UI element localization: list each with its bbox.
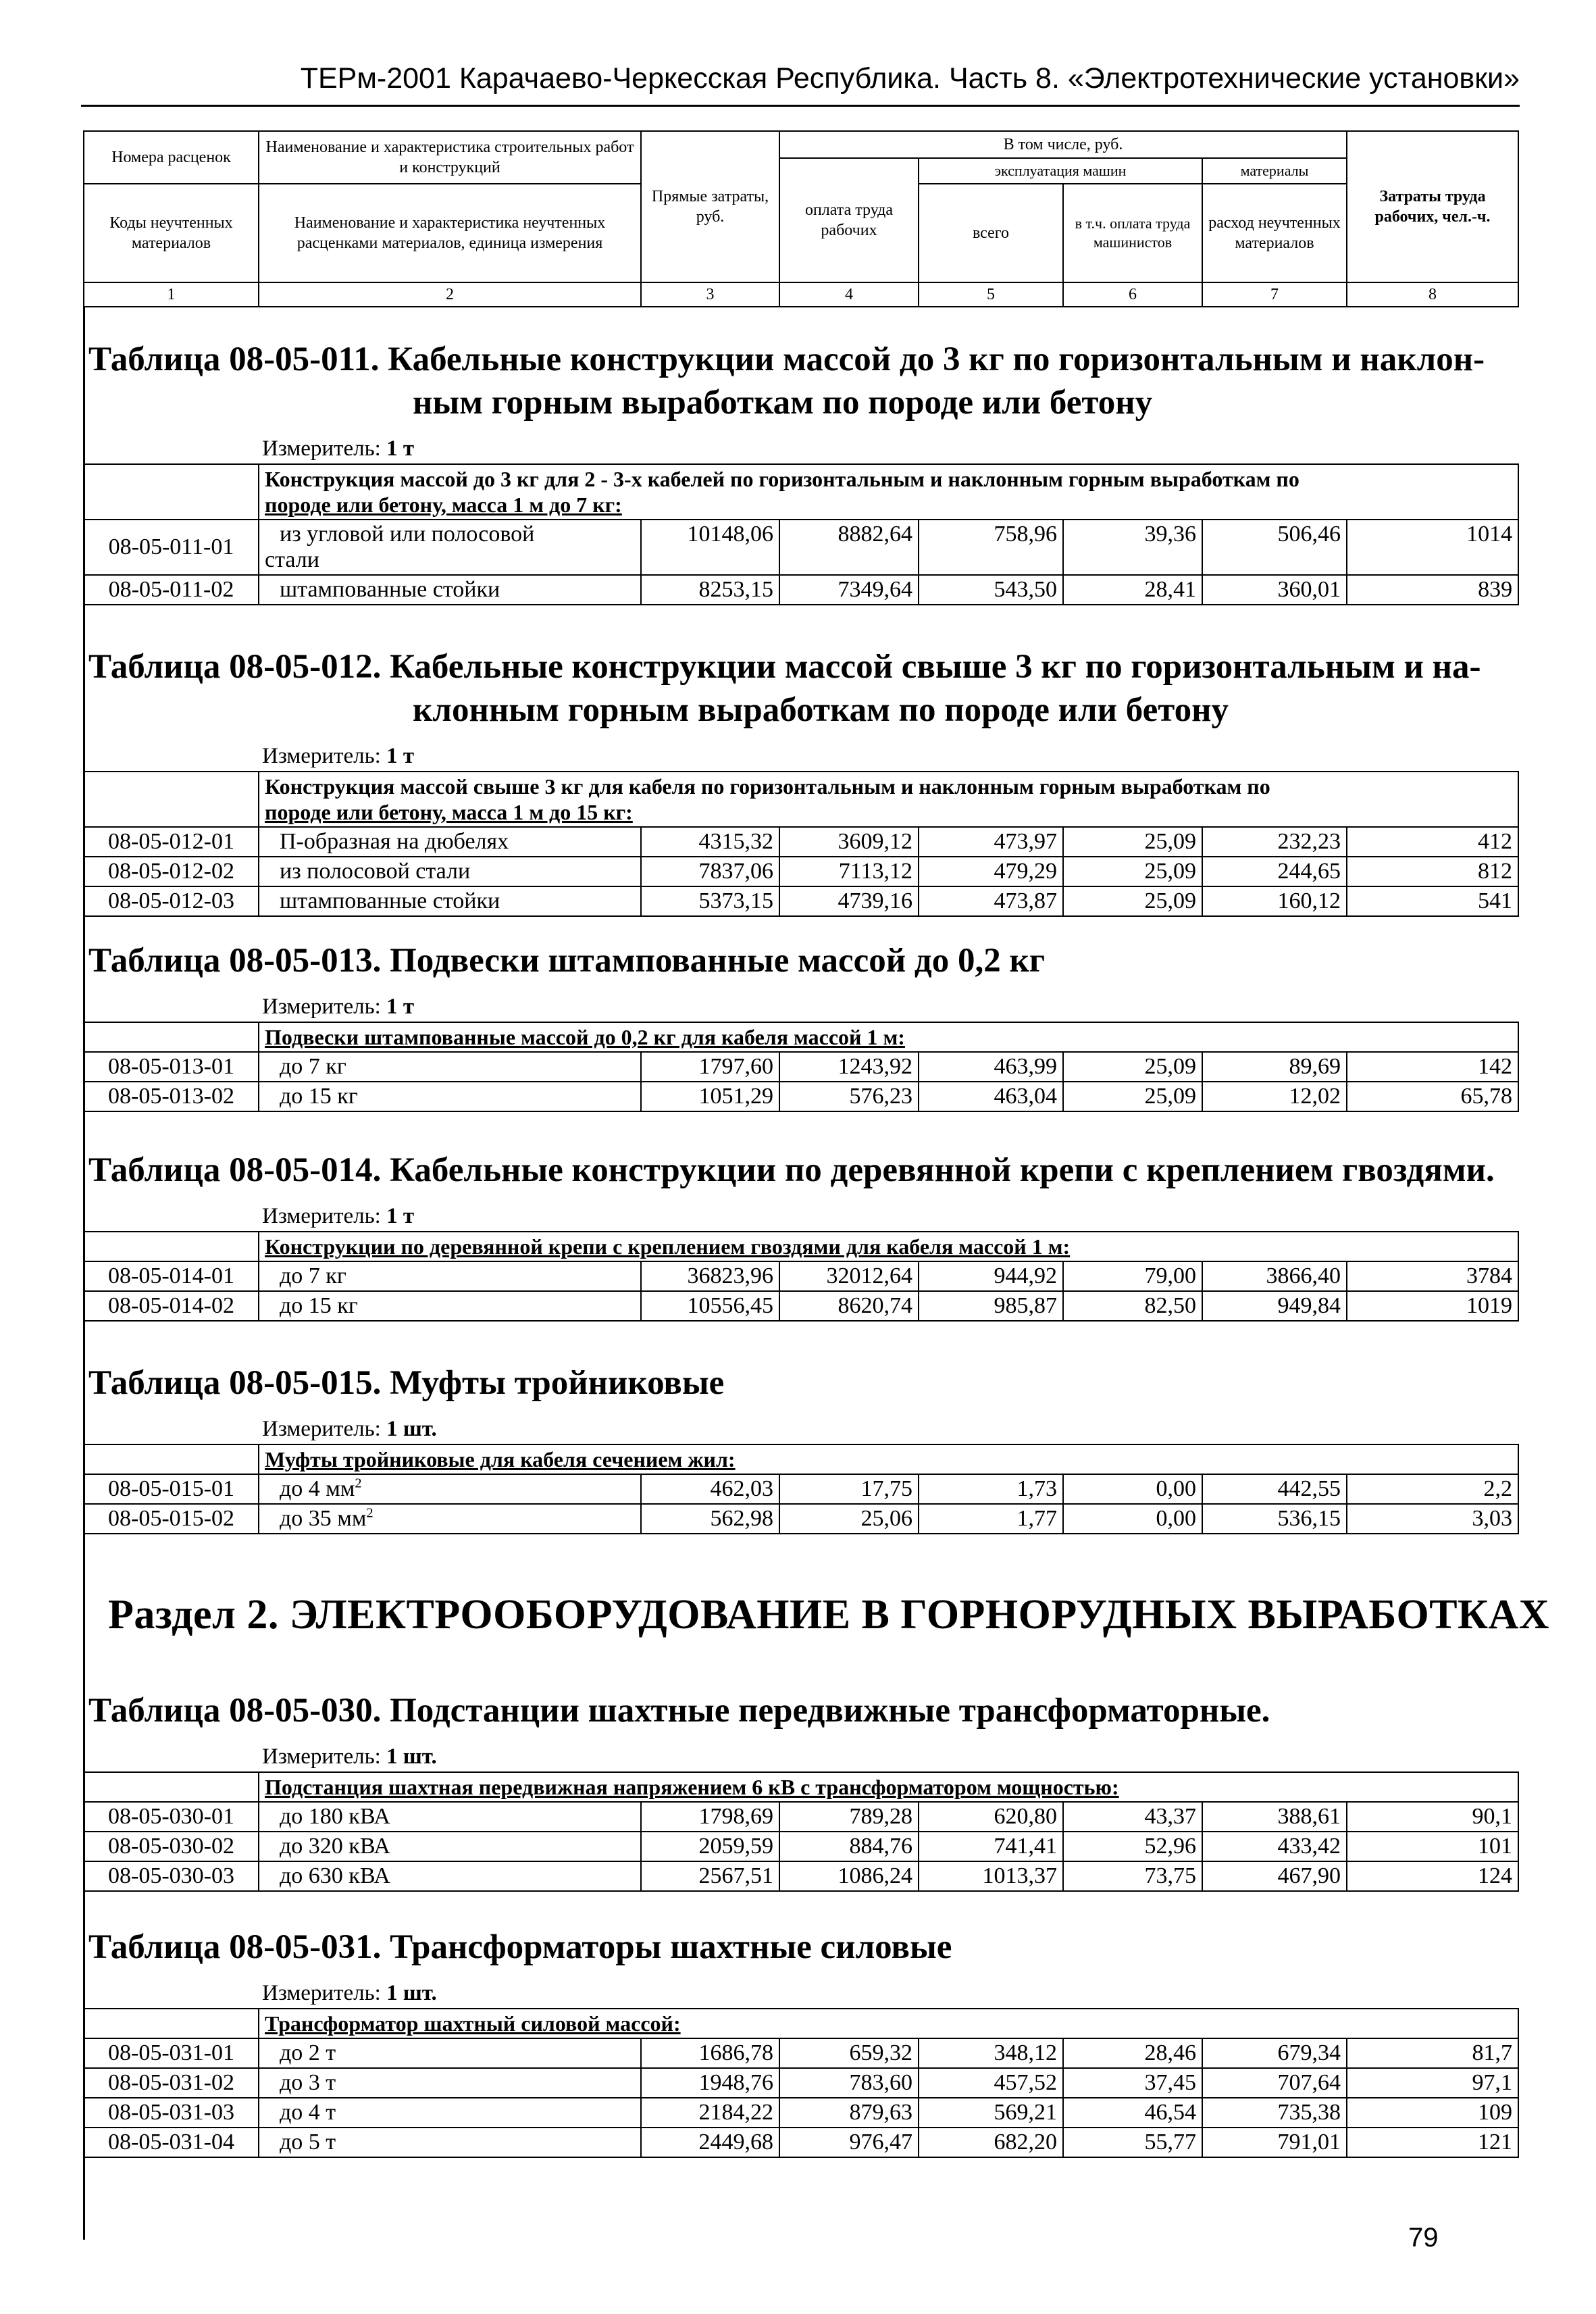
work-description [259,2068,641,2098]
value-v6: 37,45 [1063,2068,1202,2098]
value-v4: 17,75 [779,1474,919,1504]
value-v7: 467,90 [1202,1861,1347,1891]
condition-line: Подвески штампованные массой до 0,2 кг для кабеля массой 1 м: [265,1025,905,1049]
value-v6: 82,50 [1063,1291,1202,1321]
table-title-text: Таблица 08-05-031. Трансформаторы шахтные силовые [88,1928,952,1966]
header-col1-bottom: Коды неучтенных материалов [84,184,259,282]
condition-blank-cell [84,1772,259,1802]
measure-unit [262,1414,1518,1444]
value-v8: 142 [1347,1052,1518,1082]
work-description [259,1082,641,1111]
price-table [83,1361,1518,1534]
work-description-text: до 2 т [280,2040,336,2065]
table-title-text: Таблица 08-05-030. Подстанции шахтные передвижные трансформаторные. [88,1692,1270,1730]
value-v5: 457,52 [919,2068,1063,2098]
running-head-rule [81,105,1520,107]
work-description-text: до 320 кВА [280,1834,390,1859]
value-v7: 232,23 [1202,827,1347,857]
work-description-text: до 4 мм [280,1476,355,1501]
table-row [84,1802,1518,1832]
table-title-text: Таблица 08-05-013. Подвески штампованные массой до 0,2 кг [88,942,1046,980]
value-v4: 884,76 [779,1832,919,1861]
work-description-text: до 7 кг [280,1054,346,1079]
condition-line: Конструкция массой свыше 3 кг для кабеля по горизонтальным и наклонным горным выработкам по [265,774,1270,799]
value-v8: 90,1 [1347,1802,1518,1832]
value-v7: 160,12 [1202,886,1347,916]
table-row [84,1832,1518,1861]
measure-value: 1 т [386,1204,415,1228]
value-v4: 8620,74 [779,1291,919,1321]
value-v6: 73,75 [1063,1861,1202,1891]
measure-label: Измеритель: [262,1981,381,2005]
work-description [259,827,641,857]
value-v6: 46,54 [1063,2098,1202,2128]
header-col7: расход неучтенных материалов [1202,184,1347,282]
header-num-3: 3 [641,282,779,307]
work-description [259,575,641,605]
price-grid [83,463,1519,605]
value-v4: 879,63 [779,2098,919,2128]
table-condition [259,1022,1518,1052]
price-table [83,1926,1518,2158]
measure-value: 1 т [386,995,415,1019]
measure-label: Измеритель: [262,744,381,768]
work-description-continuation: стали [265,547,319,572]
rate-code: 08-05-011-02 [84,575,259,605]
header-num-8: 8 [1347,282,1518,307]
value-v7: 244,65 [1202,857,1347,886]
header-num-4: 4 [779,282,919,307]
value-v7: 949,84 [1202,1291,1347,1321]
value-v3: 2449,68 [641,2128,779,2157]
value-v6: 55,77 [1063,2128,1202,2157]
value-v7: 89,69 [1202,1052,1347,1082]
table-row [84,1082,1518,1111]
work-description [259,1291,641,1321]
condition-line: Конструкции по деревянной крепи с креплением гвоздями для кабеля массой 1 м: [265,1234,1071,1259]
value-v3: 1948,76 [641,2068,779,2098]
table-title [83,1149,1518,1192]
price-table [83,1689,1518,1892]
value-v6: 25,09 [1063,886,1202,916]
rate-code: 08-05-015-02 [84,1504,259,1534]
value-v4: 32012,64 [779,1261,919,1291]
table-row [84,2098,1518,2128]
value-v5: 1,73 [919,1474,1063,1504]
header-num-1: 1 [84,282,259,307]
table-title [83,338,1518,424]
condition-blank-cell [84,772,259,827]
measure-label: Измеритель: [262,995,381,1019]
rate-code: 08-05-030-02 [84,1832,259,1861]
table-row [84,1504,1518,1534]
work-description-text: до 15 кг [280,1293,358,1318]
measure-value: 1 шт. [386,1417,437,1441]
value-v7: 679,34 [1202,2038,1347,2068]
header-machines: эксплуатация машин [919,158,1202,184]
table-condition [259,1232,1518,1261]
value-v8: 812 [1347,857,1518,886]
value-v3: 462,03 [641,1474,779,1504]
price-grid [83,1444,1519,1534]
work-description-text: до 5 т [280,2130,336,2155]
table-row [84,2128,1518,2157]
table-title-text: Таблица 08-05-012. Кабельные конструкции массой свыше 3 кг по горизонтальным и на- [88,648,1481,686]
rate-code: 08-05-012-03 [84,886,259,916]
rate-code: 08-05-014-02 [84,1291,259,1321]
value-v4: 8882,64 [779,520,919,575]
measure-label: Измеритель: [262,1744,381,1769]
condition-blank-cell [84,464,259,520]
measure-unit [262,434,1518,463]
value-v5: 479,29 [919,857,1063,886]
value-v3: 8253,15 [641,575,779,605]
header-col5: всего [919,184,1063,282]
value-v6: 28,41 [1063,575,1202,605]
rate-code: 08-05-012-02 [84,857,259,886]
value-v7: 536,15 [1202,1504,1347,1534]
value-v4: 3609,12 [779,827,919,857]
value-v3: 36823,96 [641,1261,779,1291]
value-v8: 65,78 [1347,1082,1518,1111]
table-condition [259,464,1518,520]
value-v4: 1243,92 [779,1052,919,1082]
work-description-text: до 3 т [280,2070,336,2095]
work-description [259,1504,641,1534]
condition-blank-cell [84,2009,259,2038]
value-v6: 28,46 [1063,2038,1202,2068]
price-grid [83,1022,1519,1112]
price-grid [83,771,1519,917]
value-v3: 2184,22 [641,2098,779,2128]
value-v7: 707,64 [1202,2068,1347,2098]
measure-unit [262,741,1518,771]
header-num-6: 6 [1063,282,1202,307]
price-table [83,1149,1518,1322]
table-row [84,827,1518,857]
header-col6: в т.ч. оплата труда машинистов [1063,184,1202,282]
header-col3: Прямые затраты, руб. [641,131,779,282]
value-v8: 101 [1347,1832,1518,1861]
value-v6: 25,09 [1063,827,1202,857]
value-v3: 10148,06 [641,520,779,575]
work-description-text: до 7 кг [280,1263,346,1288]
value-v8: 109 [1347,2098,1518,2128]
table-title-continuation: клонным горным выработкам по породе или бетону [413,691,1229,729]
condition-blank-cell [84,1022,259,1052]
work-description [259,2128,641,2157]
value-v6: 25,09 [1063,1052,1202,1082]
work-description [259,1052,641,1082]
header-num-7: 7 [1202,282,1347,307]
value-v3: 4315,32 [641,827,779,857]
value-v5: 758,96 [919,520,1063,575]
measure-value: 1 шт. [386,1744,437,1769]
work-description [259,2098,641,2128]
rate-code: 08-05-031-02 [84,2068,259,2098]
header-col2-bottom: Наименование и характеристика неучтенных расценками материалов, единица измерения [259,184,641,282]
table-row [84,2068,1518,2098]
value-v4: 4739,16 [779,886,919,916]
section-title: Раздел 2. ЭЛЕКТРООБОРУДОВАНИЕ В ГОРНОРУДНЫХ ВЫРАБОТКАХ [108,1592,1550,1638]
measure-value: 1 т [386,744,415,768]
measure-label: Измеритель: [262,436,381,461]
table-row [84,857,1518,886]
value-v4: 1086,24 [779,1861,919,1891]
work-description [259,1832,641,1861]
price-grid [83,1771,1519,1892]
work-description [259,886,641,916]
table-title-text: Таблица 08-05-014. Кабельные конструкции по деревянной крепи с креплением гвоздями. [88,1151,1495,1189]
rate-code: 08-05-030-01 [84,1802,259,1832]
condition-line: Трансформатор шахтный силовой массой: [265,2011,681,2036]
value-v6: 0,00 [1063,1504,1202,1534]
table-condition [259,772,1518,827]
value-v3: 7837,06 [641,857,779,886]
measure-label: Измеритель: [262,1204,381,1228]
rate-code: 08-05-014-01 [84,1261,259,1291]
table-row [84,1474,1518,1504]
table-title-continuation: ным горным выработкам по породе или бетону [413,384,1153,422]
value-v4: 576,23 [779,1082,919,1111]
condition-blank-cell [84,1444,259,1474]
value-v7: 433,42 [1202,1832,1347,1861]
measure-unit [262,1978,1518,2008]
header-col4: оплата труда рабочих [779,158,919,282]
value-v4: 7349,64 [779,575,919,605]
value-v7: 12,02 [1202,1082,1347,1111]
value-v8: 121 [1347,2128,1518,2157]
rate-code: 08-05-013-01 [84,1052,259,1082]
value-v6: 25,09 [1063,857,1202,886]
price-grid [83,1231,1519,1322]
work-description [259,1802,641,1832]
header-group: В том числе, руб. [779,131,1347,158]
work-description-text: до 630 кВА [280,1863,390,1888]
superscript: 2 [355,1476,362,1491]
value-v4: 25,06 [779,1504,919,1534]
value-v8: 1019 [1347,1291,1518,1321]
value-v4: 7113,12 [779,857,919,886]
value-v3: 1051,29 [641,1082,779,1111]
value-v4: 976,47 [779,2128,919,2157]
condition-line: породе или бетону, масса 1 м до 7 кг: [265,493,622,517]
value-v5: 1013,37 [919,1861,1063,1891]
value-v7: 791,01 [1202,2128,1347,2157]
value-v7: 388,61 [1202,1802,1347,1832]
work-description-text: штампованные стойки [280,577,500,602]
table-condition [259,1444,1518,1474]
condition-line: породе или бетону, масса 1 м до 15 кг: [265,800,633,824]
table-title-text: Таблица 08-05-011. Кабельные конструкции массой до 3 кг по горизонтальным и наклон- [88,341,1485,378]
header-num-2: 2 [259,282,641,307]
work-description-text: до 180 кВА [280,1804,390,1829]
table-row [84,1861,1518,1891]
value-v4: 783,60 [779,2068,919,2098]
value-v8: 2,2 [1347,1474,1518,1504]
value-v5: 569,21 [919,2098,1063,2128]
table-title [83,1361,1518,1405]
value-v3: 5373,15 [641,886,779,916]
header-num-5: 5 [919,282,1063,307]
value-v5: 985,87 [919,1291,1063,1321]
running-head: ТЕРм-2001 Карачаево-Черкесская Республика. Часть 8. «Электротехнические установки» [300,62,1520,95]
value-v5: 543,50 [919,575,1063,605]
condition-line: Конструкция массой до 3 кг для 2 - 3-х кабелей по горизонтальным и наклонным горным выработкам по [265,467,1299,491]
value-v5: 473,87 [919,886,1063,916]
work-description-text: из полосовой стали [280,859,471,884]
rate-code: 08-05-031-04 [84,2128,259,2157]
value-v7: 3866,40 [1202,1261,1347,1291]
condition-line: Подстанция шахтная передвижная напряжением 6 кВ с трансформатором мощностью: [265,1775,1119,1799]
value-v5: 944,92 [919,1261,1063,1291]
value-v4: 659,32 [779,2038,919,2068]
table-row [84,886,1518,916]
work-description [259,857,641,886]
value-v3: 2567,51 [641,1861,779,1891]
rate-code: 08-05-030-03 [84,1861,259,1891]
value-v5: 1,77 [919,1504,1063,1534]
value-v5: 620,80 [919,1802,1063,1832]
column-header-table [83,130,1519,307]
rate-code: 08-05-011-01 [84,520,259,575]
value-v7: 360,01 [1202,575,1347,605]
work-description-text: до 35 мм [280,1506,367,1531]
value-v5: 682,20 [919,2128,1063,2157]
rate-code: 08-05-031-03 [84,2098,259,2128]
value-v8: 839 [1347,575,1518,605]
table-title [83,939,1518,982]
value-v6: 79,00 [1063,1261,1202,1291]
value-v3: 1797,60 [641,1052,779,1082]
rate-code: 08-05-013-02 [84,1082,259,1111]
value-v5: 463,99 [919,1052,1063,1082]
work-description [259,2038,641,2068]
value-v8: 541 [1347,886,1518,916]
work-description [259,1861,641,1891]
table-row [84,520,1518,575]
value-v8: 81,7 [1347,2038,1518,2068]
measure-unit [262,992,1518,1022]
work-description [259,520,641,575]
header-materials: материалы [1202,158,1347,184]
value-v5: 348,12 [919,2038,1063,2068]
value-v4: 789,28 [779,1802,919,1832]
header-col2-top: Наименование и характеристика строительных работ и конструкций [259,131,641,184]
value-v3: 562,98 [641,1504,779,1534]
price-table [83,338,1518,605]
table-condition [259,1772,1518,1802]
page-number: 79 [1408,2223,1439,2253]
work-description-text: штампованные стойки [280,888,500,913]
value-v6: 25,09 [1063,1082,1202,1111]
value-v6: 52,96 [1063,1832,1202,1861]
value-v6: 43,37 [1063,1802,1202,1832]
value-v3: 1798,69 [641,1802,779,1832]
measure-unit [262,1201,1518,1231]
superscript: 2 [366,1505,374,1521]
value-v7: 506,46 [1202,520,1347,575]
value-v3: 2059,59 [641,1832,779,1861]
value-v5: 473,97 [919,827,1063,857]
condition-line: Муфты тройниковые для кабеля сечением жил: [265,1447,736,1472]
header-col1-top: Номера расценок [84,131,259,184]
value-v8: 1014 [1347,520,1518,575]
value-v7: 735,38 [1202,2098,1347,2128]
value-v8: 3784 [1347,1261,1518,1291]
value-v8: 97,1 [1347,2068,1518,2098]
measure-value: 1 т [386,436,415,461]
rate-code: 08-05-031-01 [84,2038,259,2068]
table-condition [259,2009,1518,2038]
table-title [83,1689,1518,1732]
work-description-text: П-образная на дюбелях [280,829,509,854]
rate-code: 08-05-012-01 [84,827,259,857]
measure-label: Измеритель: [262,1417,381,1441]
value-v6: 0,00 [1063,1474,1202,1504]
value-v7: 442,55 [1202,1474,1347,1504]
table-title [83,645,1518,732]
value-v8: 124 [1347,1861,1518,1891]
value-v5: 463,04 [919,1082,1063,1111]
work-description-text: до 4 т [280,2100,336,2125]
table-title-text: Таблица 08-05-015. Муфты тройниковые [88,1364,725,1402]
condition-blank-cell [84,1232,259,1261]
value-v6: 39,36 [1063,520,1202,575]
table-row [84,1261,1518,1291]
value-v3: 1686,78 [641,2038,779,2068]
table-row [84,2038,1518,2068]
price-grid [83,2008,1519,2158]
table-row [84,1052,1518,1082]
work-description [259,1474,641,1504]
work-description [259,1261,641,1291]
table-row [84,1291,1518,1321]
value-v5: 741,41 [919,1832,1063,1861]
price-table [83,645,1518,917]
measure-value: 1 шт. [386,1981,437,2005]
rate-code: 08-05-015-01 [84,1474,259,1504]
measure-unit [262,1742,1518,1771]
value-v8: 412 [1347,827,1518,857]
value-v3: 10556,45 [641,1291,779,1321]
table-title [83,1926,1518,1969]
table-row [84,575,1518,605]
value-v8: 3,03 [1347,1504,1518,1534]
work-description-text: до 15 кг [280,1084,358,1109]
work-description-text: из угловой или полосовой [280,522,535,547]
price-table [83,939,1518,1112]
header-col8: Затраты труда рабочих, чел.-ч. [1347,131,1518,282]
